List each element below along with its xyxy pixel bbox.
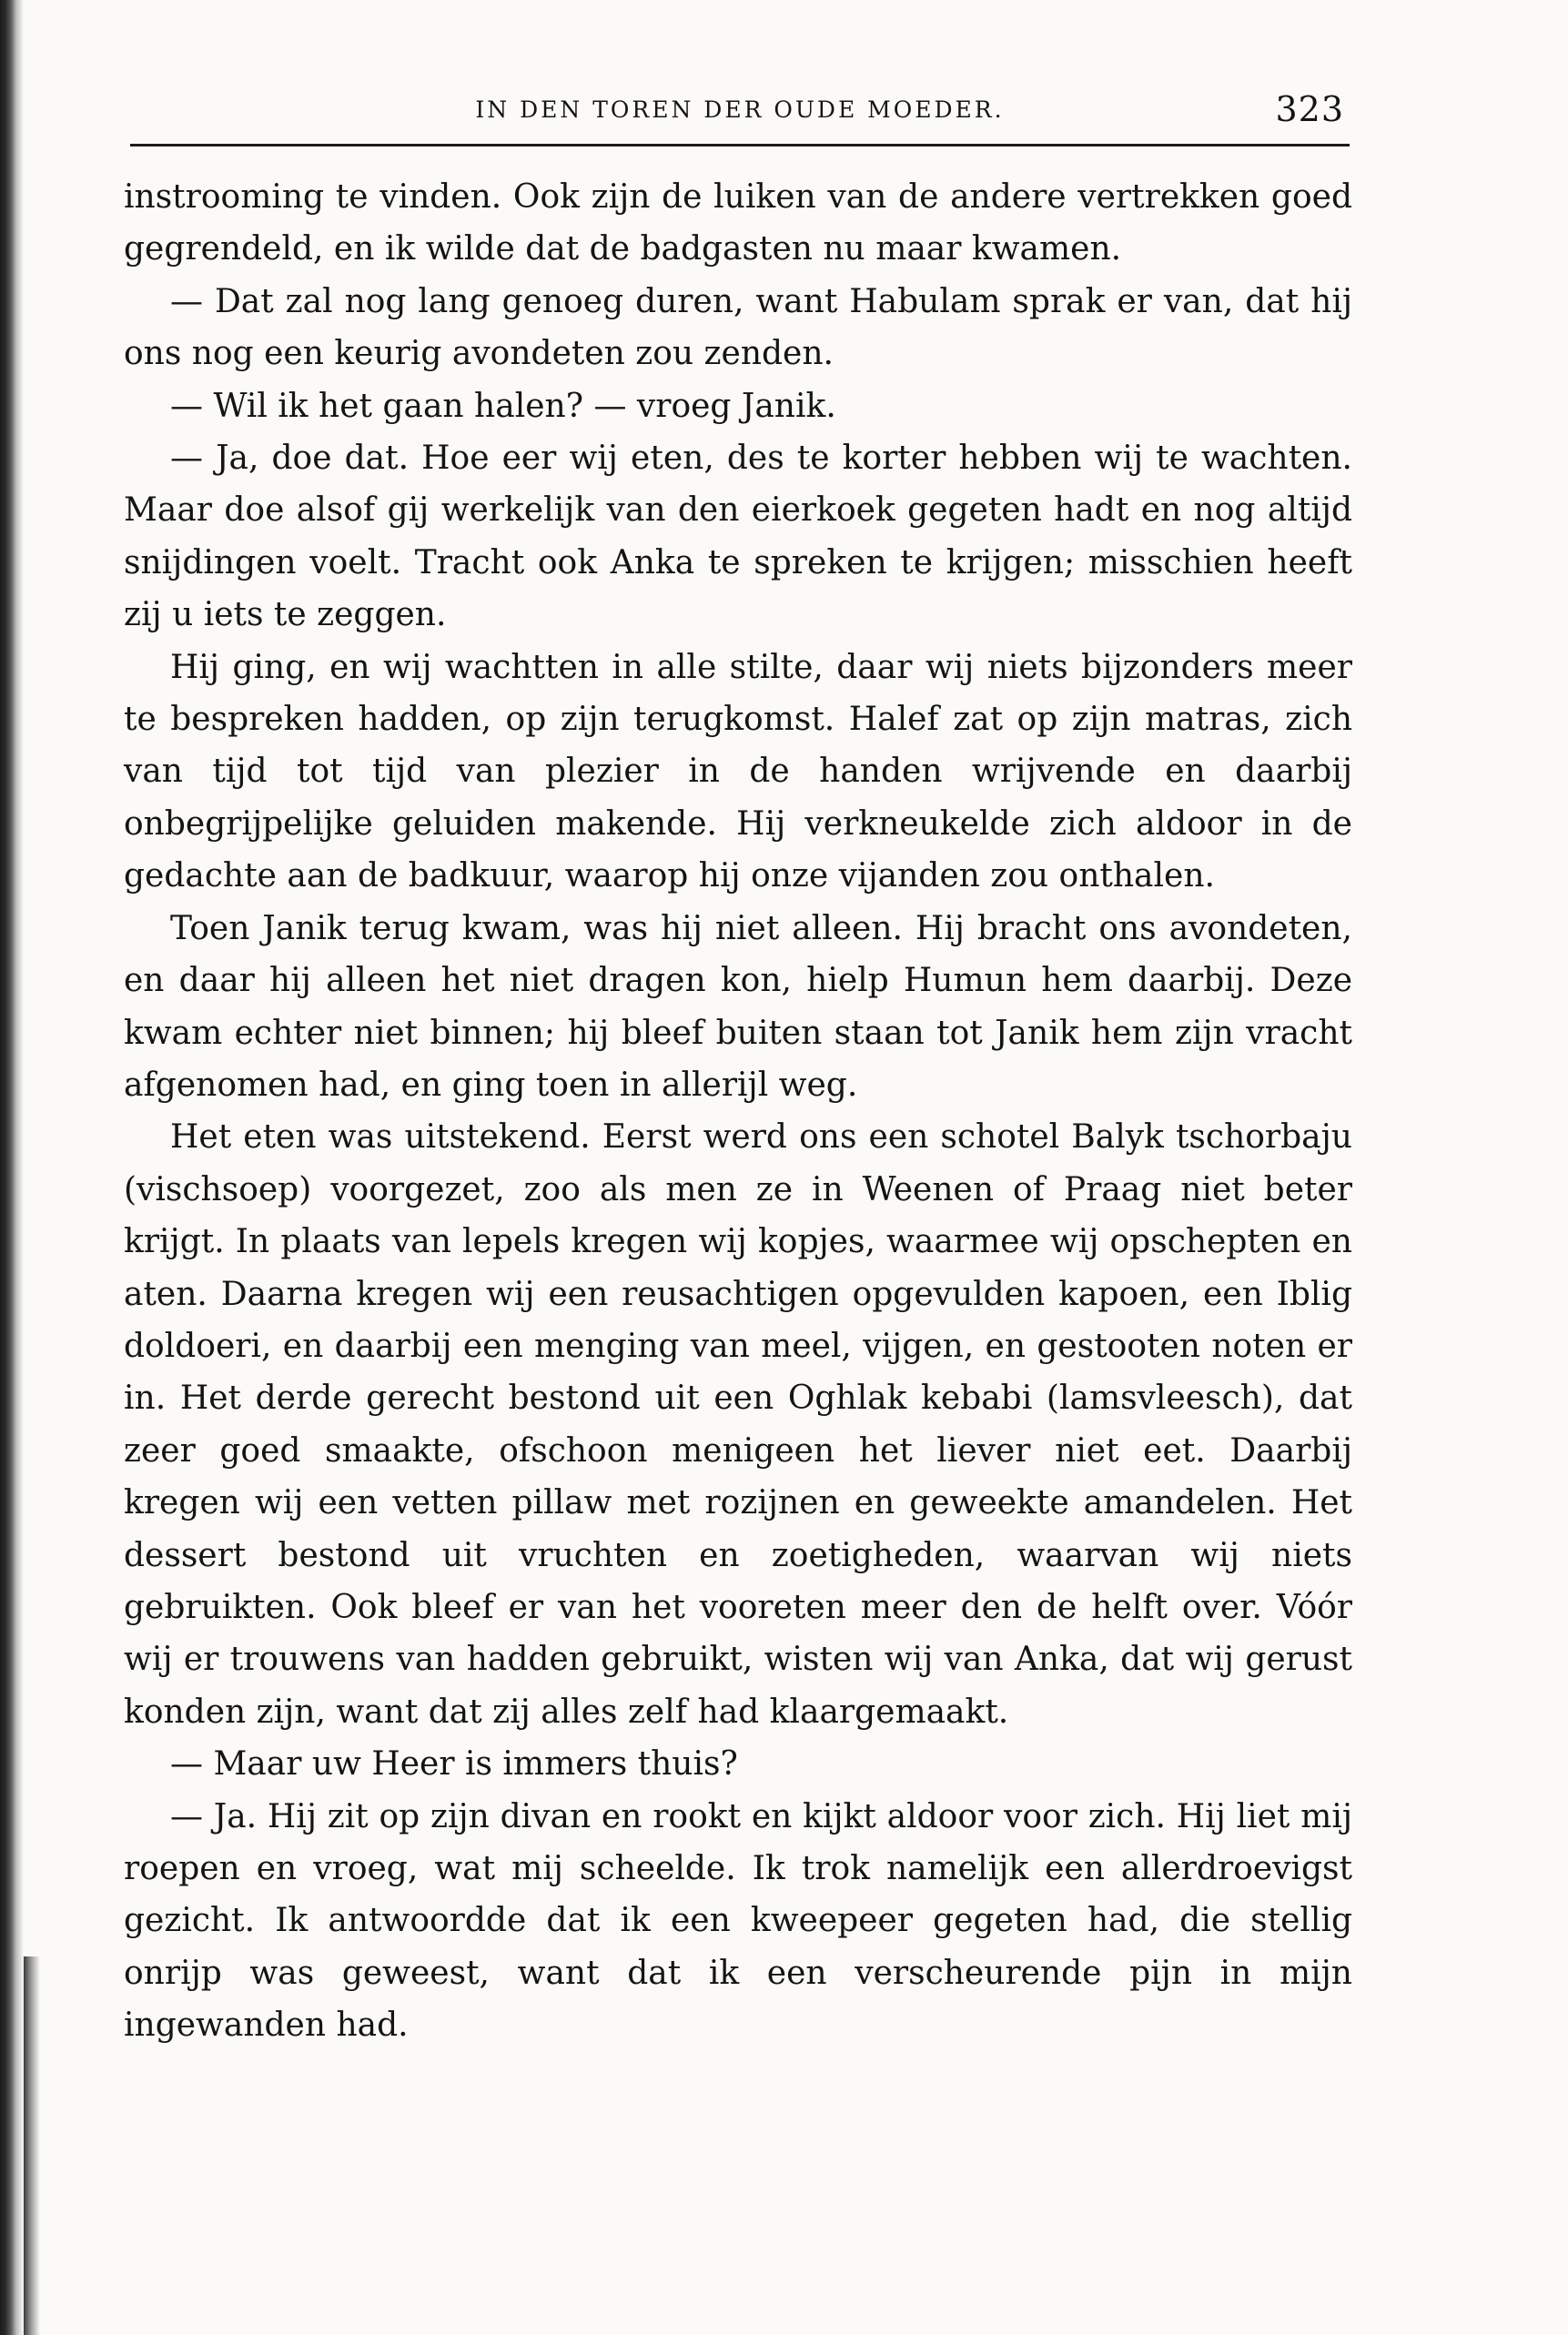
paragraph: Toen Janik terug kwam, was hij niet alleen. Hij bracht ons avondeten, en daar hij alleen het niet dragen kon, hielp Humun hem daarbij. Deze kwam echter niet binnen; hij bleef buiten staan tot Janik hem zijn vracht afgenomen had, en ging toen in allerijl weg. <box>124 909 1352 1104</box>
book-binding-edge <box>0 0 24 2335</box>
paragraph: — Ja, doe dat. Hoe eer wij eten, des te korter hebben wij te wachten. Maar doe alsof gij werkelijk van den eierkoek gegeten hadt en nog altijd snijdingen voelt. Tracht ook Anka te spreken te krijgen; misschien heeft zij u iets te zeggen. <box>124 440 1352 634</box>
paragraph: instrooming te vinden. Ook zijn de luiken van de andere vertrekken goed gegrendeld, en ik wilde dat de badgasten nu maar kwamen. <box>124 178 1352 268</box>
paragraph: — Wil ik het gaan halen? — vroeg Janik. <box>170 387 836 425</box>
page-number: 323 <box>1275 89 1344 129</box>
body-text <box>124 171 1352 2052</box>
paragraph: — Maar uw Heer is immers thuis? <box>170 1745 738 1784</box>
header-rule <box>130 144 1350 147</box>
running-head: IN DEN TOREN DER OUDE MOEDER. <box>475 96 1005 123</box>
paragraph: Hij ging, en wij wachtten in alle stilte, daar wij niets bijzonders meer te bespreken hadden, op zijn terugkomst. Halef zat op zijn matras, zich van tijd tot tijd van plezier in de handen wrijvende en daarbij onbegrijpelijke geluiden makende. Hij verkneukelde zich aldoor in de gedachte aan de badkuur, waarop hij onze vijanden zou onthalen. <box>124 648 1352 895</box>
book-binding-shadow <box>24 1956 40 2335</box>
page-header <box>130 89 1350 147</box>
paragraph: — Dat zal nog lang genoeg duren, want Habulam sprak er van, dat hij ons nog een keurig avondeten zou zenden. <box>124 282 1352 373</box>
paragraph: Het eten was uitstekend. Eerst werd ons een schotel Balyk tschorbaju (vischsoep) voorgezet, zoo als men ze in Weenen of Praag niet beter krijgt. In plaats van lepels kregen wij kopjes, waarmee wij opschepten en aten. Daarna kregen wij een reusachtigen opgevulden kapoen, een Iblig doldoeri, en daarbij een menging van meel, vijgen, en gestooten noten er in. Het derde gerecht bestond uit een Oghlak kebabi (lamsvleesch), dat zeer goed smaakte, ofschoon menigeen het liever niet eet. Daarbij kregen wij een vetten pillaw met rozijnen en geweekte amandelen. Het dessert bestond uit vruchten en zoetigheden, waarvan wij niets gebruikten. Ook bleef er van het vooreten meer den de helft over. Vóór wij er trouwens van hadden gebruikt, wisten wij van Anka, dat wij gerust konden zijn, want dat zij alles zelf had klaargemaakt. <box>124 1118 1352 1731</box>
paragraph: — Ja. Hij zit op zijn divan en rookt en kijkt aldoor voor zich. Hij liet mij roepen en vroeg, wat mij scheelde. Ik trok namelijk een allerdroevigst gezicht. Ik antwoordde dat ik een kweepeer gegeten had, die stellig onrijp was geweest, want dat ik een verscheurende pijn in mijn ingewanden had. <box>124 1797 1352 2045</box>
